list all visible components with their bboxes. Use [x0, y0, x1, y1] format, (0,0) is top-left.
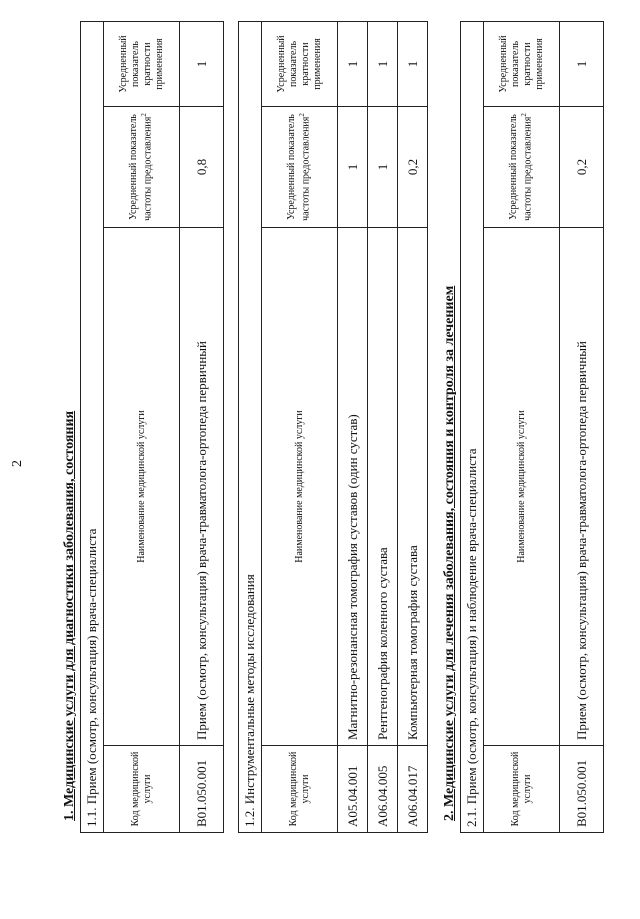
page-number: 2: [10, 460, 25, 467]
header-code: Код медицинской услуги: [104, 746, 180, 833]
table-row: [398, 21, 428, 832]
section-2-title: 2. Медицинские услуги для лечения заболевания, состояния и контроля за лечением: [442, 285, 457, 821]
cell-code: A06.04.005: [368, 746, 398, 833]
cell-freq: 1: [368, 107, 398, 228]
section-1-title: 1. Медицинские услуги для диагностики заболевания, состояния: [62, 410, 77, 821]
cell-name: Прием (осмотр, консультация) врача-травматолога-ортопеда первичный: [560, 228, 604, 746]
header-name: Наименование медицинской услуги: [262, 228, 338, 746]
header-name: Наименование медицинской услуги: [484, 228, 560, 746]
cell-code: A06.04.017: [398, 746, 428, 833]
cell-name: Рентгенография коленного сустава: [368, 228, 398, 746]
cell-name: Прием (осмотр, консультация) врача-травматолога-ортопеда первичный: [180, 228, 224, 746]
header-name: Наименование медицинской услуги: [104, 228, 180, 746]
cell-freq: 1: [338, 107, 368, 228]
header-freq: Усредненный показатель частоты предоставления$^2$: [262, 107, 338, 228]
header-freq: Усредненный показатель частоты предоставления$^2$: [484, 107, 560, 228]
table-caption: 1.2. Инструментальные методы исследования: [239, 21, 262, 832]
table-row: [560, 21, 604, 832]
cell-mult: 1: [368, 21, 398, 106]
table-row: [180, 21, 224, 832]
cell-mult: 1: [560, 21, 604, 106]
header-code: Код медицинской услуги: [262, 746, 338, 833]
table-caption: 2.1. Прием (осмотр, консультация) и наблюдение врача-специалиста: [461, 21, 484, 832]
cell-freq: 0,2: [560, 107, 604, 228]
cell-freq: 0,2: [398, 107, 428, 228]
header-freq: Усредненный показатель частоты предоставления$^2$: [104, 107, 180, 228]
header-mult: Усредненный показатель кратности применения: [262, 21, 338, 106]
cell-code: B01.050.001: [180, 746, 224, 833]
table-1-2: [238, 21, 428, 833]
table-1-1: [80, 21, 224, 833]
table-2-1: [460, 21, 604, 833]
header-mult: Усредненный показатель кратности применения: [484, 21, 560, 106]
cell-name: Компьютерная томография сустава: [398, 228, 428, 746]
cell-name: Магнитно-резонансная томография суставов (один сустав): [338, 228, 368, 746]
header-mult: Усредненный показатель кратности применения: [104, 21, 180, 106]
table-caption: 1.1. Прием (осмотр, консультация) врача-специалиста: [81, 21, 104, 832]
table-row: [368, 21, 398, 832]
header-code: Код медицинской услуги: [484, 746, 560, 833]
cell-mult: 1: [398, 21, 428, 106]
cell-code: B01.050.001: [560, 746, 604, 833]
cell-code: A05.04.001: [338, 746, 368, 833]
cell-freq: 0,8: [180, 107, 224, 228]
cell-mult: 1: [338, 21, 368, 106]
cell-mult: 1: [180, 21, 224, 106]
table-row: [338, 21, 368, 832]
